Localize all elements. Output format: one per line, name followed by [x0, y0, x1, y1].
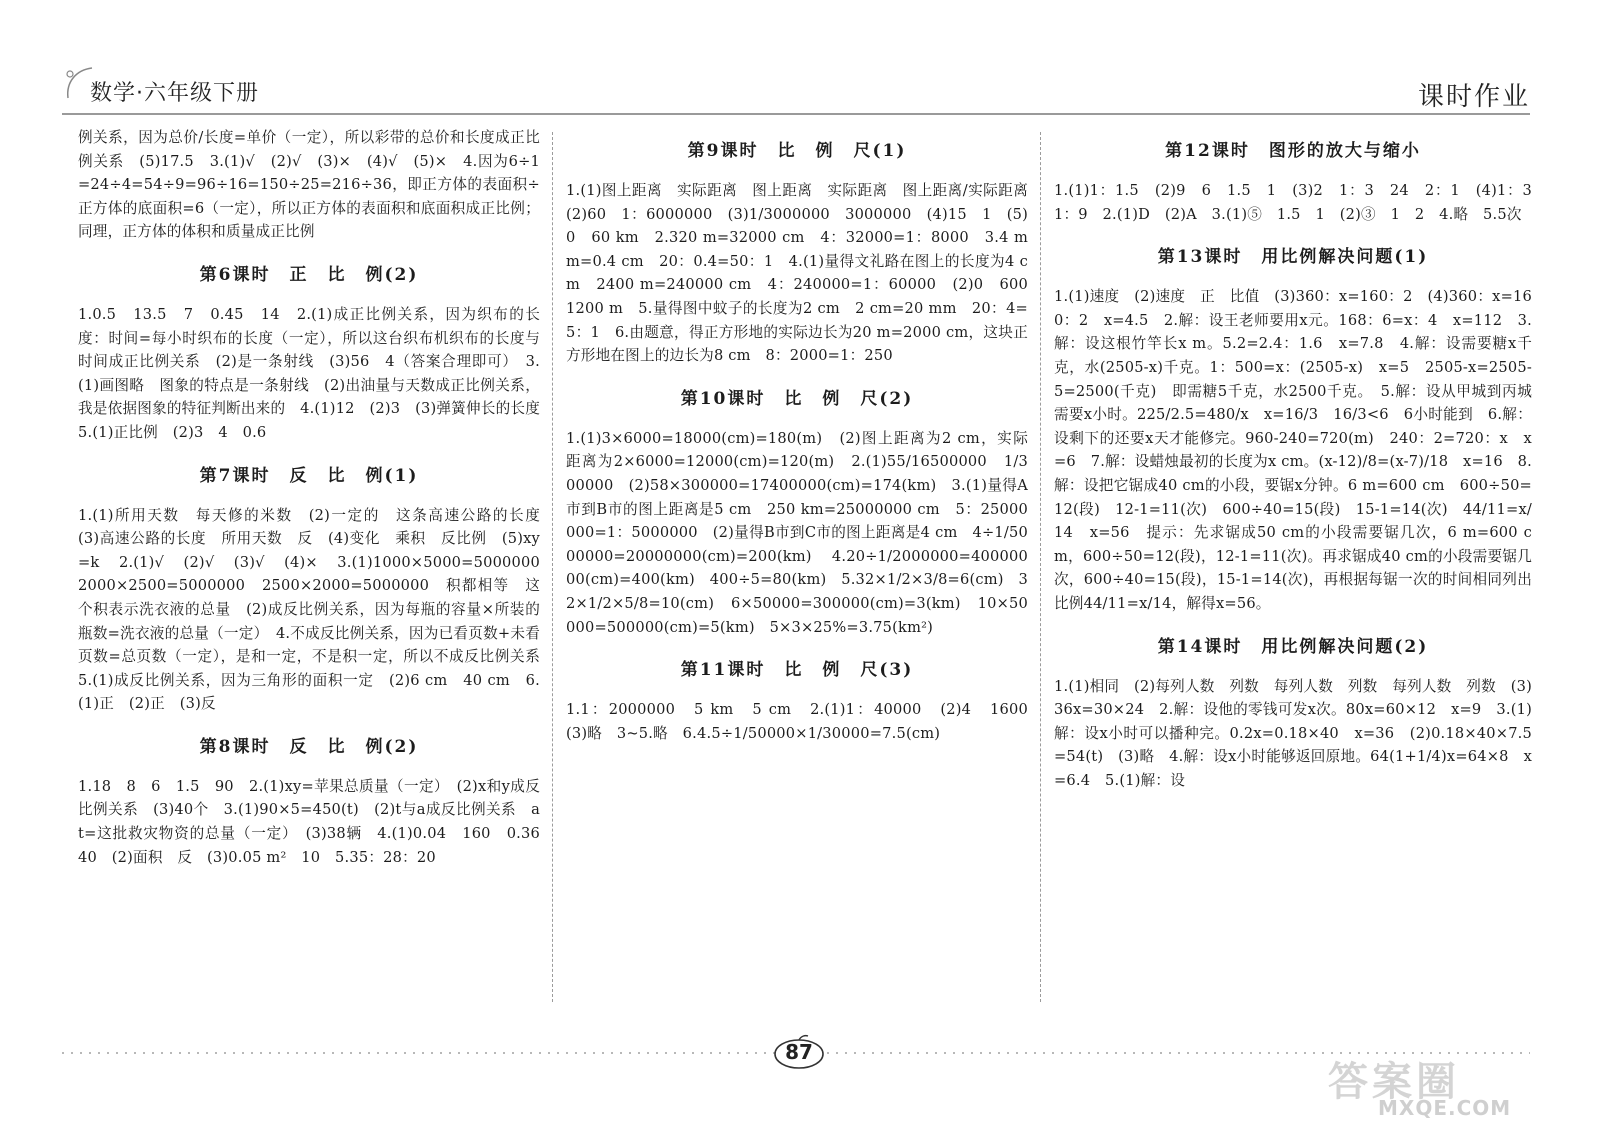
column-divider	[1040, 132, 1041, 1002]
page-number-badge	[770, 1034, 828, 1070]
answer-paragraph: 1.1：2000000 5 km 5 cm 2.(1)1：40000 (2)4 1600 (3)略 3~5.略 6.4.5÷1/50000×1/30000=7.5(cm)	[566, 701, 1043, 742]
answer-paragraph: 1.18 8 6 1.5 90 2.(1)xy=苹果总质量（一定） (2)x和y成反比例关系 (3)40个 3.(1)90×5=450(t) (2)t与a成反比例关系 at=这批救灾物资的总量（一定） (3)38辆 4.(1)0.04 160 0.36 40 (2)面积 反 (3)0.05 m² 10 5.35：28：20	[78, 777, 555, 866]
lesson-heading: 第10课时 比 例 尺(2)	[680, 388, 914, 409]
answer-column-1	[78, 126, 555, 1014]
answer-paragraph: 1.(1)3×6000=18000(cm)=180(m) (2)图上距离为2 cm，实际距离为2×6000=12000(cm)=120(m) 2.(1)55/16500000 1/300000 (2)58×300000=17400000(cm)=174(km) 3.(1)量得A市到B市的图上距离是5 cm 250 km=25000000 cm 5：25000000=1：5000000 (2)量得B市到C市的图上距离是4 cm 4÷1/5000000=20000000(cm)=200(km) 4.20÷1/2000000=40000000(cm)=400(km) 400÷5=80(km) 5.32×1/2×3/8=6(cm) 32×1/2×5/8=10(cm) 6×50000=300000(cm)=3(km) 10×50000=500000(cm)=5(km) 5×3×25%=3.75(km²)	[566, 429, 1028, 636]
lesson-heading: 第8课时 反 比 例(2)	[199, 736, 419, 757]
answer-paragraph: 1.(1)速度 (2)速度 正 比值 (3)360：x=160：2 (4)360：x=160：2 x=4.5 2.解：设王老师要用x元。168：6=x：4 x=112 3.解：设这根竹竿长x m。5.2=2.4：1.6 x=7.8 4.解：设需要糖x千克，水(2505-x)千克。1：500=x：(2505-x) x=5 2505-x=2505-5=2500(千克) 即需糖5千克，水2500千克。 5.解：设从甲城到丙城需要x小时。225/2.5=480/x x=16/3 16/3<6 6小时能到 6.解：设剩下的还要x天才能修完。960-240=720(m) 240：2=720：x x=6 7.解：设蜡烛最初的长度为x cm。(x-12)/8=(x-7)/18 x=16 8.解：设把它锯成40 cm的小段，要锯x分钟。6 m=600 cm 600÷50=12(段) 12-1=11(次) 600÷40=15(段) 15-1=14(次) 44/11=x/14 x=56 提示：先求锯成50 cm的小段需要锯几次，6 m=600 cm，600÷50=12(段)，12-1=11(次)。再求锯成40 cm的小段需要锯几次，600÷40=15(段)，15-1=14(次)，再根据每锯一次的时间相同列出比例44/11=x/14，解得x=56。	[1054, 288, 1532, 612]
answer-paragraph: 1.(1)1：1.5 (2)9 6 1.5 1 (3)2 1：3 24 2：1 (4)1：3 1：9 2.(1)D (2)A 3.(1)⑤ 1.5 1 (2)③ 1 2 4.略 5.5次	[1054, 182, 1547, 223]
lesson-heading: 第7课时 反 比 例(1)	[199, 465, 419, 486]
lesson-heading: 第12课时 图形的放大与缩小	[1165, 141, 1421, 161]
answer-paragraph: 1.0.5 13.5 7 0.45 14 2.(1)成正比例关系，因为织布的长度：时间=每小时织布的长度（一定），所以这台织布机织布的长度与时间成正比例关系 (2)是一条射线 (3)56 4（答案合理即可） 3.(1)画图略 图象的特点是一条射线 (2)出油量与天数成正比例关系，我是依据图象的特征判断出来的 4.(1)12 (2)3 (3)弹簧伸长的长度 5.(1)正比例 (2)3 4 0.6	[78, 305, 555, 441]
lesson-heading: 第11课时 比 例 尺(3)	[680, 660, 914, 681]
lesson-heading: 第13课时 用比例解决问题(1)	[1157, 247, 1429, 268]
lesson-heading: 第6课时 正 比 例(2)	[199, 264, 419, 285]
answer-column-2	[566, 126, 1043, 1014]
page-number: 87	[785, 1040, 813, 1064]
watermark-url: MXQE.COM	[1378, 1096, 1512, 1120]
watermark	[1318, 1042, 1564, 1122]
lesson-heading: 第14课时 用比例解决问题(2)	[1157, 636, 1429, 657]
answer-paragraph: 1.(1)图上距离 实际距离 图上距离 实际距离 图上距离/实际距离 (2)60 1：6000000 (3)1/3000000 3000000 (4)15 1 (5)0 60 km 2.320 m=32000 cm 4：32000=1：8000 3.4 mm=0.4 cm 20：0.4=50：1 4.(1)量得文礼路在图上的长度为4 cm 2400 m=240000 cm 4：240000=1：60000 (2)0 600 1200 m 5.量得图中蚊子的长度为2 cm 2 cm=20 mm 20：4=5：1 6.由题意，得正方形地的实际边长为20 m=2000 cm，这块正方形地在图上的边长为8 cm 8：2000=1：250	[566, 182, 1043, 365]
answer-column-3	[1054, 126, 1547, 1014]
page-header-left	[62, 64, 382, 108]
answer-paragraph: 1.(1)所用天数 每天修的米数 (2)一定的 这条高速公路的长度 (3)高速公路的长度 所用天数 反 (4)变化 乘积 反比例 (5)xy=k 2.(1)√ (2)√ (3)√ (4)× 3.(1)1000×5000=5000000 2000×2500=5000000 2500×2000=5000000 积都相等 这个积表示洗衣液的总量 (2)成反比例关系，因为每瓶的容量×所装的瓶数=洗衣液的总量（一定） 4.不成反比例关系，因为已看页数+未看页数=总页数（一定），是和一定，不是积一定，所以不成反比例关系 5.(1)成反比例关系，因为三角形的面积一定 (2)6 cm 40 cm 6.(1)正 (2)正 (3)反	[78, 506, 555, 713]
lesson-heading: 第9课时 比 例 尺(1)	[687, 141, 907, 161]
subject-title: 数学·六年级下册	[90, 81, 259, 106]
header-rule	[62, 113, 1530, 115]
answer-paragraph: 1.(1)相同 (2)每列人数 列数 每列人数 列数 每列人数 列数 (3)36x=30×24 2.解：设他的零钱可发x次。80x=60×12 x=9 3.(1)解：设x小时可以播种完。0.2x=0.18×40 x=36 (2)0.18×40×7.5=54(t) (3)略 4.解：设x小时能够返回原地。64(1+1/4)x=64×8 x=6.4 5.(1)解：设	[1054, 677, 1532, 789]
watermark-logo-text: 答案圈	[1328, 1059, 1460, 1105]
brand-title: 课时作业	[1417, 82, 1530, 112]
answer-paragraph: 例关系，因为总价/长度=单价（一定），所以彩带的总价和长度成正比例关系 (5)17.5 3.(1)√ (2)√ (3)× (4)√ (5)× 4.因为6÷1=24÷4=54÷9=96÷16=150÷25=216÷36，即正方体的表面积÷正方体的底面积=6（一定），所以正方体的表面积和底面积成正比例；同理，正方体的体积和质量成正比例	[78, 129, 540, 241]
